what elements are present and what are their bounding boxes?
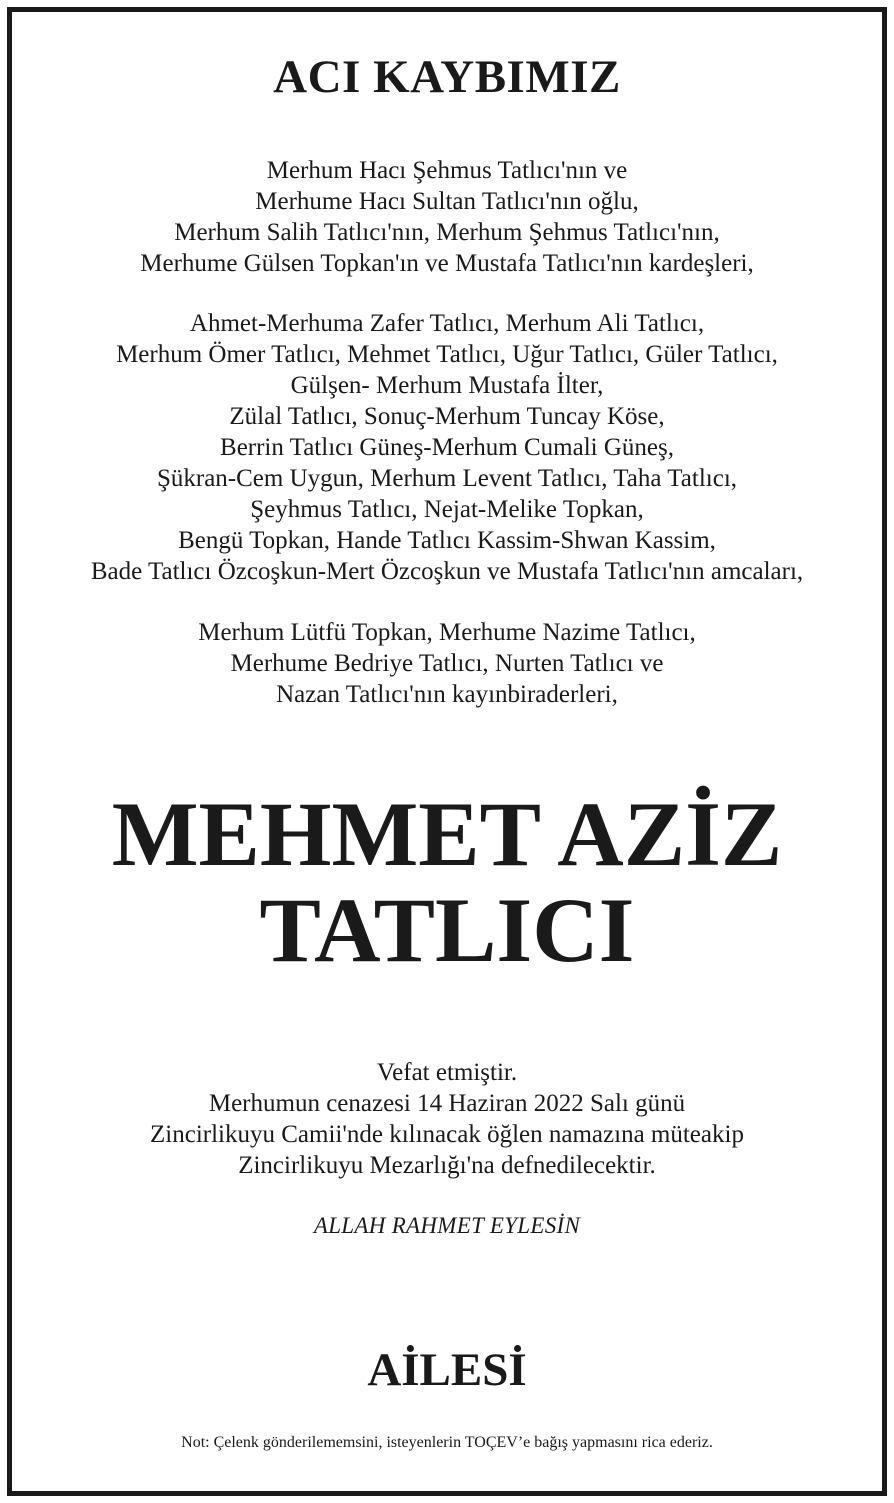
text-line: Vefat etmiştir. [376, 1059, 518, 1086]
text-line: Merhume Gülsen Topkan'ın ve Mustafa Tatlıcı'nın kardeşleri, [140, 250, 754, 277]
text-line: Merhum Salih Tatlıcı'nın, Merhum Şehmus Tatlıcı'nın, [174, 219, 720, 246]
parents-paragraph [0, 155, 894, 279]
text-line: Zülal Tatlıcı, Sonuç-Merhum Tuncay Köse, [229, 403, 665, 430]
text-line: Zincirlikuyu Camii'nde kılınacak öğlen namazına müteakip [150, 1121, 744, 1148]
text-line: Bengü Topkan, Hande Tatlıcı Kassim-Shwan Kassim, [178, 527, 716, 554]
nephews-paragraph [0, 308, 894, 587]
text-line: Merhum Ömer Tatlıcı, Mehmet Tatlıcı, Uğur Tatlıcı, Güler Tatlıcı, [116, 341, 778, 368]
footnote: Not: Çelenk gönderilememsini, isteyenlerin TOÇEV’e bağış yapmasını rica ederiz. [181, 1434, 713, 1451]
text-line: Şükran-Cem Uygun, Merhum Levent Tatlıcı, Taha Tatlıcı, [156, 465, 738, 492]
text-line: Nazan Tatlıcı'nın kayınbiraderleri, [276, 681, 618, 708]
text-line: Merhume Hacı Sultan Tatlıcı'nın oğlu, [255, 188, 639, 215]
inlaws-paragraph [0, 617, 894, 710]
text-line: Gülşen- Merhum Mustafa İlter, [290, 372, 604, 399]
text-line: Merhum Lütfü Topkan, Merhume Nazime Tatlıcı, [198, 619, 696, 646]
text-line: Merhume Bedriye Tatlıcı, Nurten Tatlıcı ve [230, 650, 664, 677]
deceased-name-first: MEHMET AZİZ [111, 783, 783, 885]
text-line: Bade Tatlıcı Özcoşkun-Mert Özcoşkun ve Mustafa Tatlıcı'nın amcaları, [90, 558, 804, 585]
text-line: Merhumun cenazesi 14 Haziran 2022 Salı günü [208, 1090, 686, 1117]
family-signature: AİLESİ [367, 1344, 527, 1396]
prayer-line: ALLAH RAHMET EYLESİN [313, 1213, 581, 1238]
text-line: Şeyhmus Tatlıcı, Nejat-Melike Topkan, [250, 496, 644, 523]
text-line: Ahmet-Merhuma Zafer Tatlıcı, Merhum Ali Tatlıcı, [189, 310, 705, 337]
funeral-details [0, 1057, 894, 1181]
text-line: Merhum Hacı Şehmus Tatlıcı'nın ve [266, 157, 628, 184]
deceased-name-last: TATLICI [259, 879, 635, 981]
obituary-heading: ACI KAYBIMIZ [273, 51, 621, 103]
text-line: Berrin Tatlıcı Güneş-Merhum Cumali Güneş, [220, 434, 674, 461]
text-line: Zincirlikuyu Mezarlığı'na defnedilecektir. [238, 1152, 656, 1179]
